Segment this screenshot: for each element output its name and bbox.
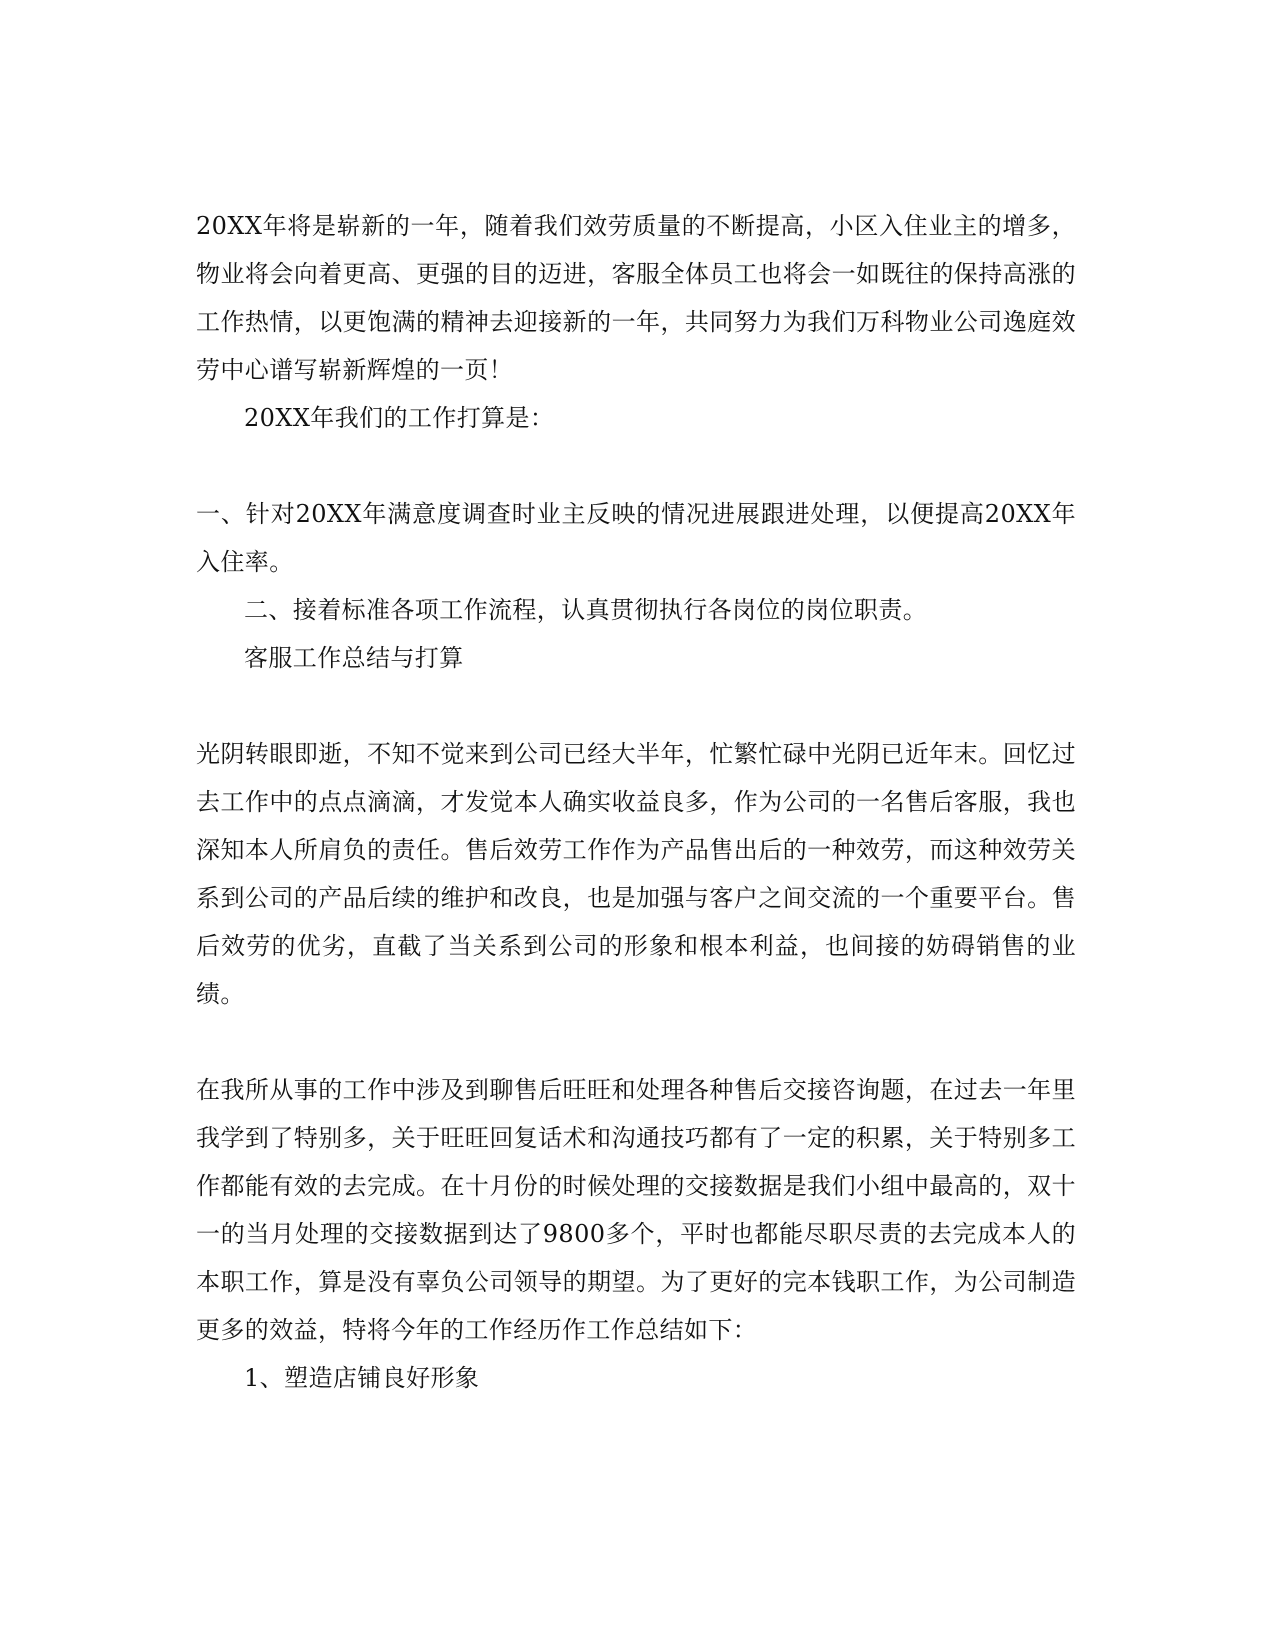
paragraph-plan-item-2: 二、接着标准各项工作流程，认真贯彻执行各岗位的岗位职责。	[244, 596, 928, 624]
paragraph-summary-intro: 光阴转眼即逝，不知不觉来到公司已经大半年，忙繁忙碌中光阴已近年末。回忆过去工作中的点点滴滴，才发觉本人确实收益良多，作为公司的一名售后客服，我也深知本人所肩负的责任。售后效劳工作作为产品售出后的一种效劳，而这种效劳关系到公司的产品后续的维护和改良，也是加强与客户之间交流的一个重要平台。售后效劳的优劣，直截了当关系到公司的形象和根本利益，也间接的妨碍销售的业绩。	[196, 740, 1076, 1008]
paragraph-plan-heading: 20XX年我们的工作打算是：	[244, 404, 555, 432]
section-title: 客服工作总结与打算	[244, 644, 464, 672]
paragraph-work-review: 在我所从事的工作中涉及到聊售后旺旺和处理各种售后交接咨询题，在过去一年里我学到了特别多，关于旺旺回复话术和沟通技巧都有了一定的积累，关于特别多工作都能有效的去完成。在十月份的时候处理的交接数据是我们小组中最高的，双十一的当月处理的交接数据到达了9800多个，平时也都能尽职尽责的去完成本人的本职工作，算是没有辜负公司领导的期望。为了更好的完本钱职工作，为公司制造更多的效益，特将今年的工作经历作工作总结如下：	[196, 1076, 1076, 1344]
paragraph-intro: 20XX年将是崭新的一年，随着我们效劳质量的不断提高，小区入住业主的增多，物业将会向着更高、更强的目的迈进，客服全体员工也将会一如既往的保持高涨的工作热情，以更饱满的精神去迎接新的一年，共同努力为我们万科物业公司逸庭效劳中心谱写崭新辉煌的一页！	[196, 212, 1076, 384]
paragraph-plan-item-1: 一、针对20XX年满意度调查时业主反映的情况进展跟进处理，以便提高20XX年入住率。	[196, 500, 1076, 576]
document-body	[196, 202, 1076, 1402]
list-item-1: 1、塑造店铺良好形象	[244, 1364, 480, 1392]
